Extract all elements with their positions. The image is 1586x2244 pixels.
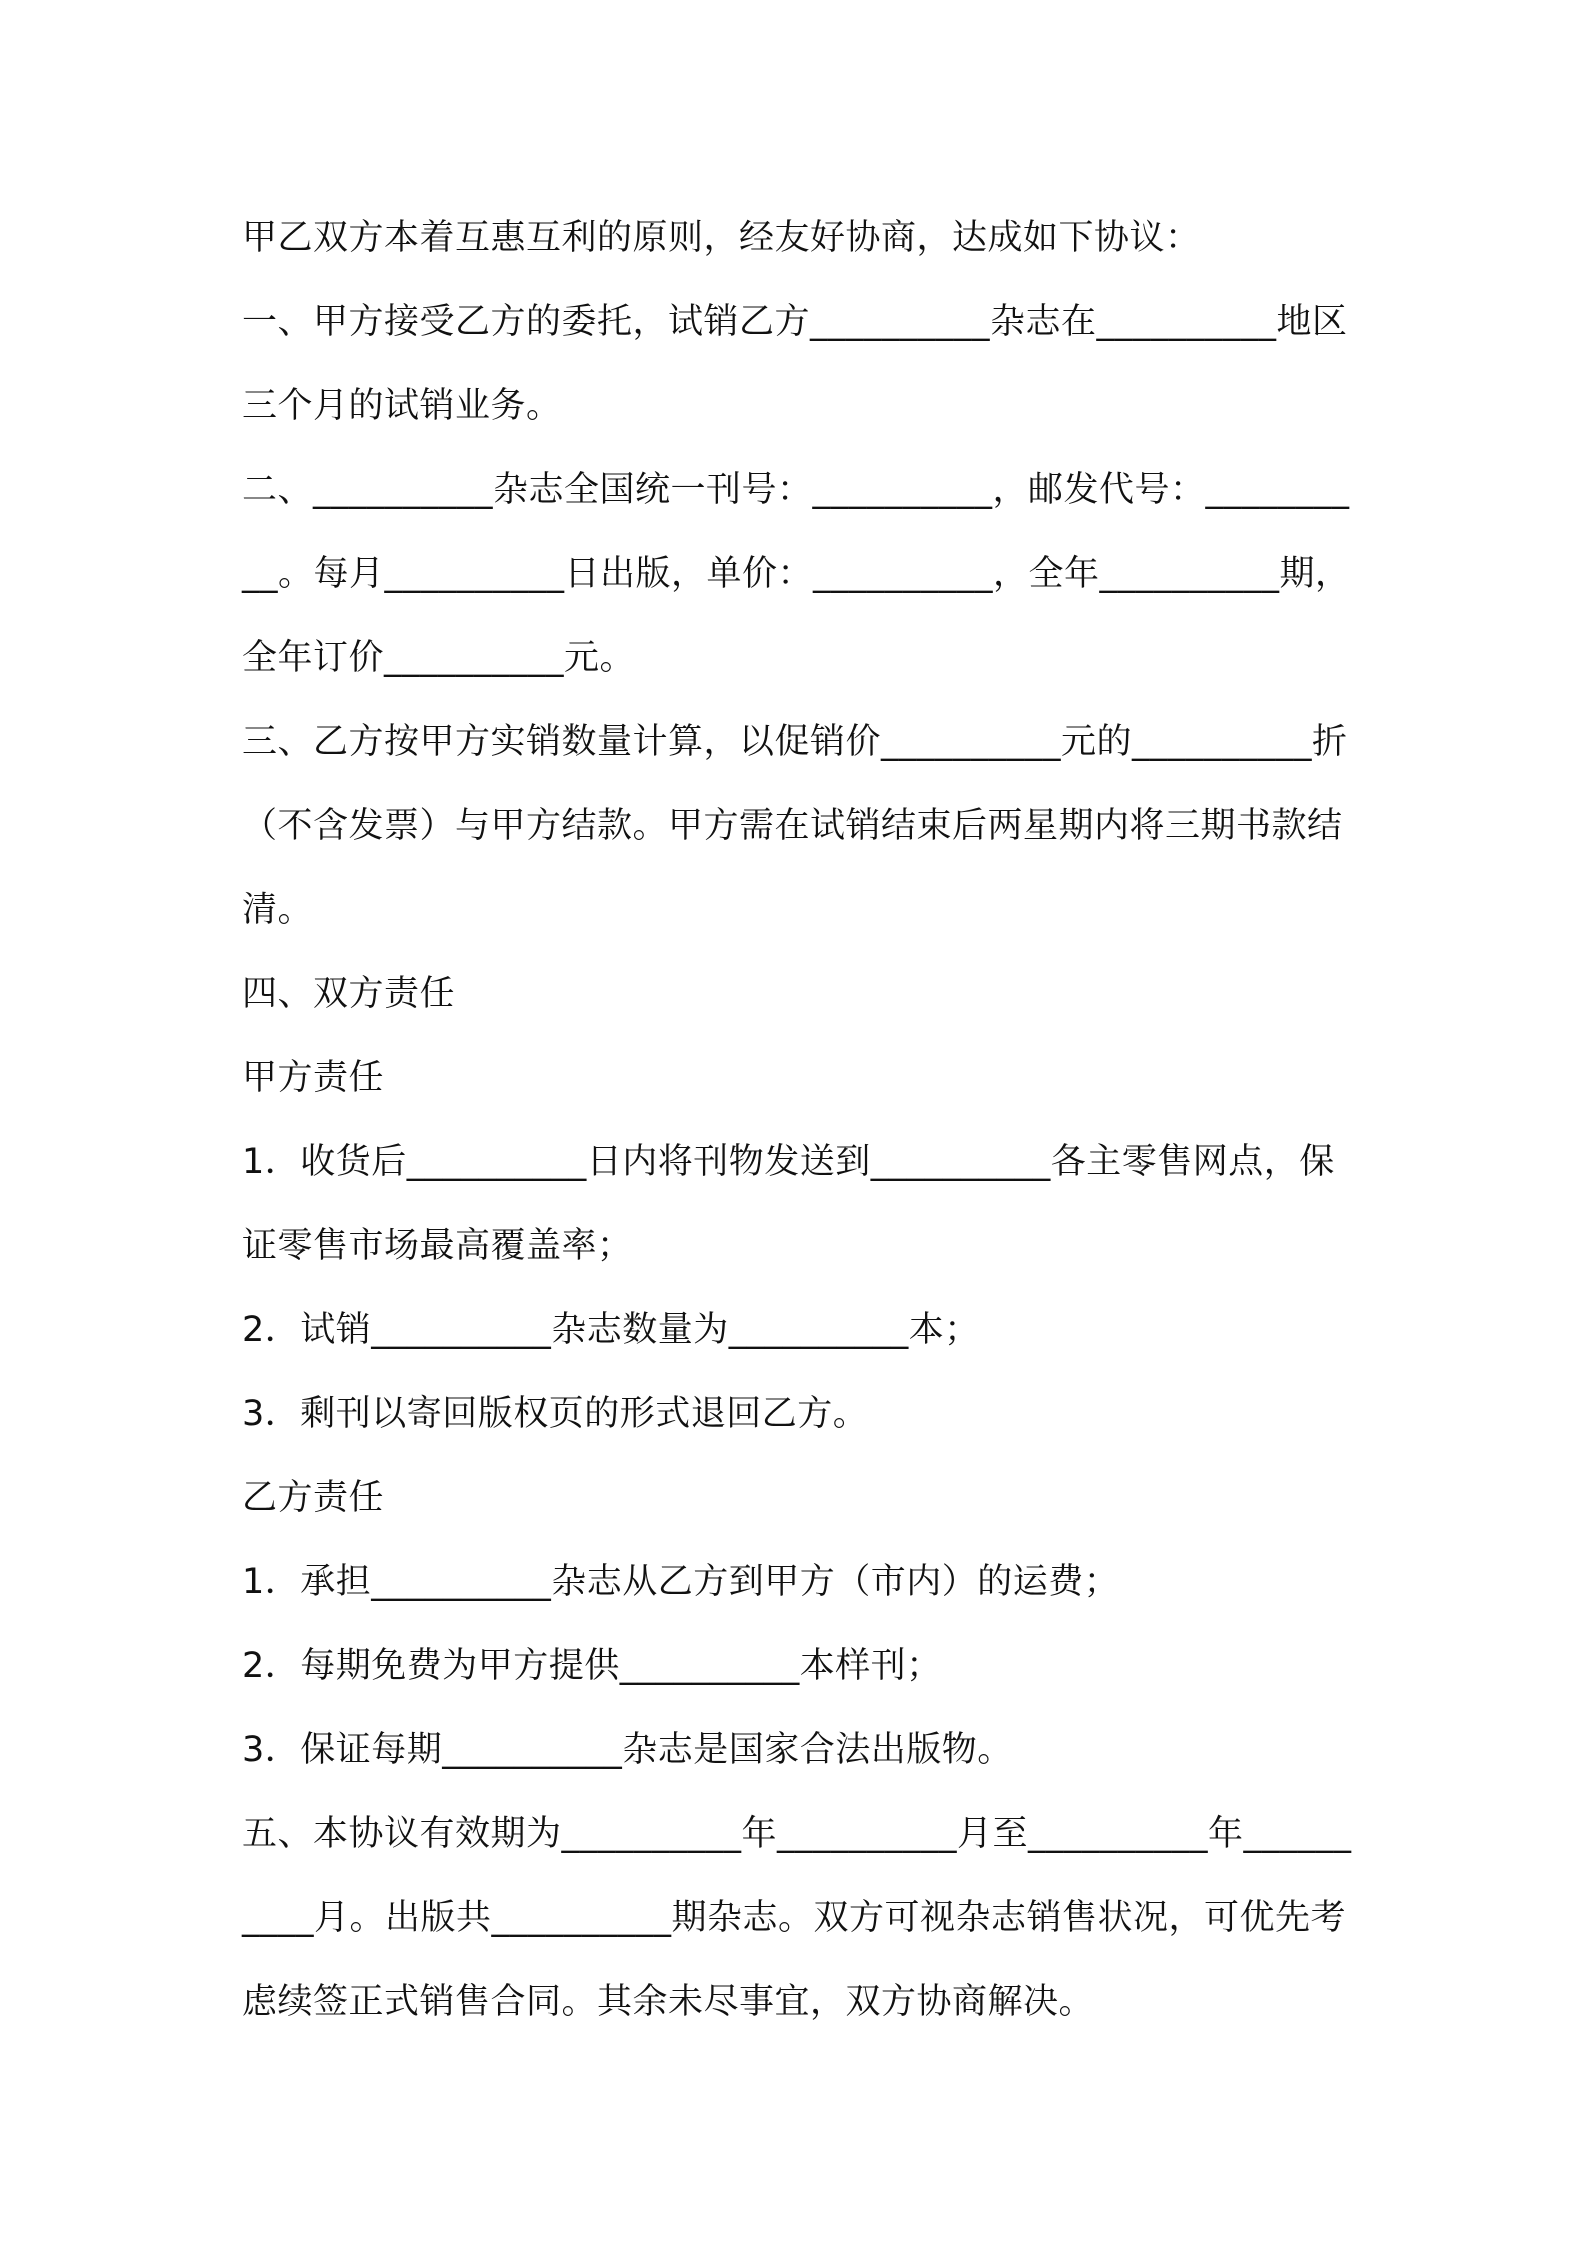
document-body	[242, 196, 1362, 2044]
party-a-item-1: 1．收货后__________日内将刊物发送到__________各主零售网点，保证零售市场最高覆盖率；	[242, 1142, 1335, 1266]
clause-3-paragraph: 三、乙方按甲方实销数量计算，以促销价__________元的__________折（不含发票）与甲方结款。甲方需在试销结束后两星期内将三期书款结清。	[242, 722, 1348, 930]
party-b-responsibility-heading: 乙方责任	[242, 1478, 385, 1518]
party-b-item-2: 2．每期免费为甲方提供__________本样刊；	[242, 1646, 942, 1686]
clause-2-paragraph: 二、__________杂志全国统一刊号：__________，邮发代号：__________。每月__________日出版，单价：__________，全年__________期，全年订价__________元。	[242, 470, 1351, 678]
intro-paragraph: 甲乙双方本着互惠互利的原则，经友好协商，达成如下协议：	[242, 218, 1201, 258]
clause-1-paragraph: 一、甲方接受乙方的委托，试销乙方__________杂志在__________地区三个月的试销业务。	[242, 302, 1348, 426]
party-a-item-3: 3．剩刊以寄回版权页的形式退回乙方。	[242, 1394, 869, 1434]
party-b-item-3: 3．保证每期__________杂志是国家合法出版物。	[242, 1730, 1013, 1770]
clause-4-heading: 四、双方责任	[242, 974, 456, 1014]
clause-5-paragraph: 五、本协议有效期为__________年__________月至__________年__________月。出版共__________期杂志。双方可视杂志销售状况，可优先考虑续签正式销售合同。其余未尽事宜，双方协商解决。	[242, 1814, 1352, 2022]
party-a-responsibility-heading: 甲方责任	[242, 1058, 385, 1098]
party-b-item-1: 1．承担__________杂志从乙方到甲方（市内）的运费；	[242, 1562, 1120, 1602]
party-a-item-2: 2．试销__________杂志数量为__________本；	[242, 1310, 980, 1350]
